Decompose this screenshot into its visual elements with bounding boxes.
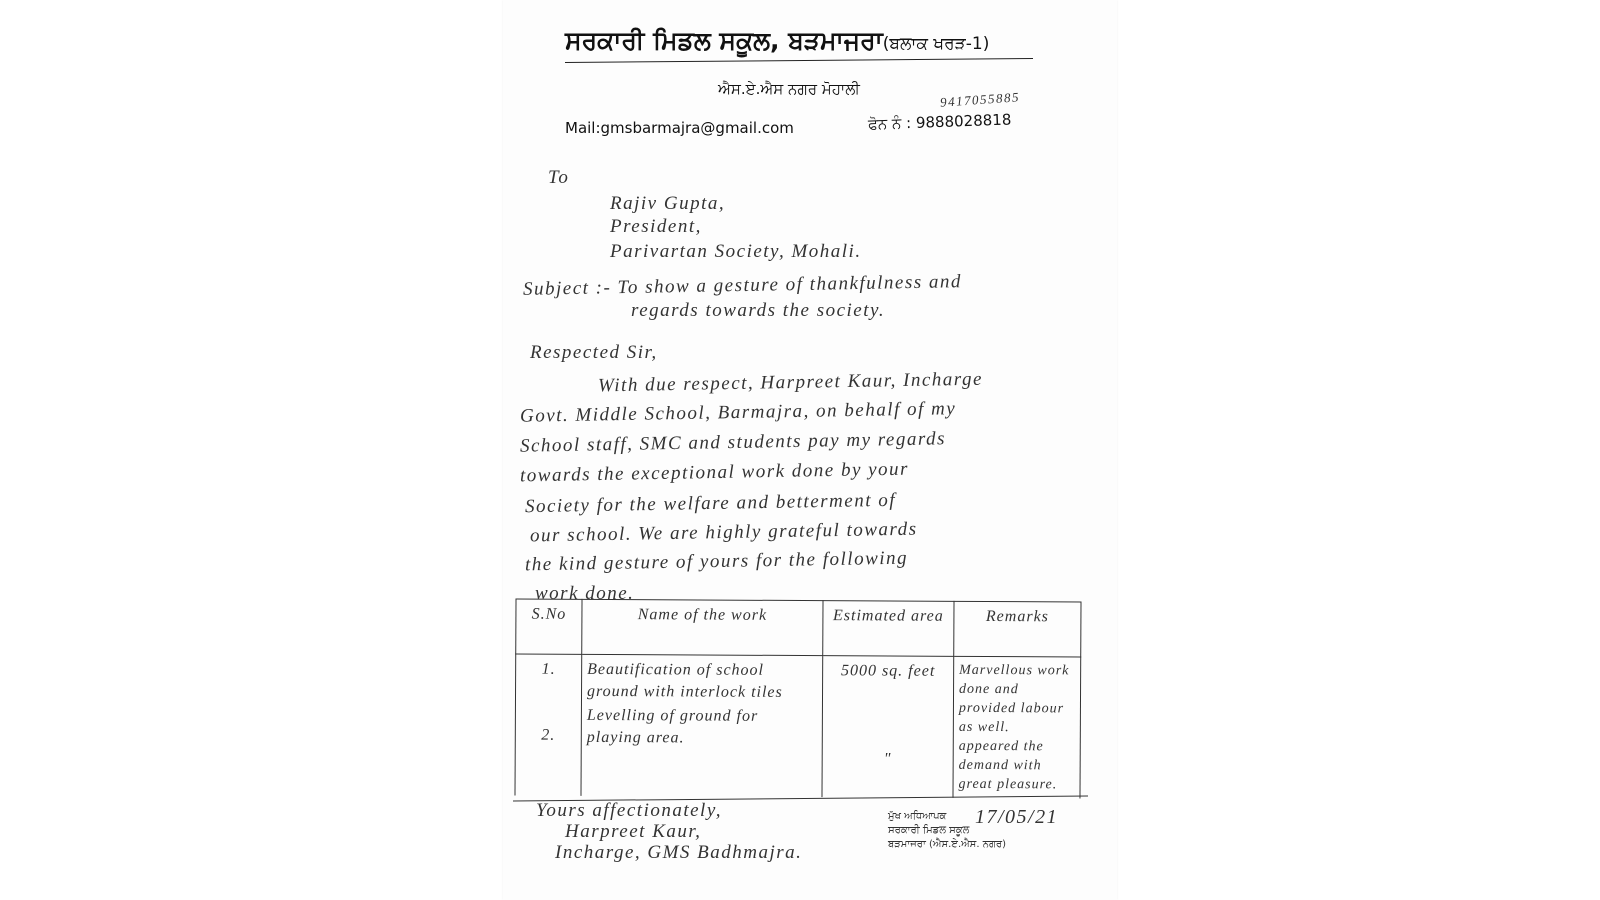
body-line: the kind gesture of yours for the following (524, 547, 909, 576)
title-underline (565, 58, 1033, 63)
subject-line: regards towards the society. (631, 300, 886, 321)
body-line: School staff, SMC and students pay my regards (519, 428, 947, 457)
works-table (514, 599, 1081, 799)
header-remarks: Remarks (954, 601, 1081, 657)
recipient-line: Rajiv Gupta, (610, 193, 726, 214)
phone: ਫੋਨ ਨੰ : 9888028818 (867, 110, 1012, 134)
body-line: our school. We are highly grateful towards (529, 518, 918, 547)
body-line: Govt. Middle School, Barmajra, on behalf of my (519, 398, 957, 427)
district: ਐਸ.ਏ.ਐਸ ਨਗਰ ਮੋਹਾਲੀ (718, 80, 860, 98)
block-name: (ਬਲਾਕ ਖਰੜ-1) (882, 34, 990, 54)
to-label: To (548, 167, 570, 188)
cell-sno: 1. 2. (515, 654, 582, 796)
school-stamp: ਮੁੱਖ ਅਧਿਆਪਕ ਸਰਕਾਰੀ ਮਿਡਲ ਸਕੂਲ ਬੜਮਾਜਰਾ (ਐਸ.ਏ.ਐਸ. ਨਗਰ) (888, 811, 1007, 850)
body-line: Society for the welfare and betterment of (524, 489, 897, 518)
table-header-row (516, 599, 1081, 657)
cell-area: 5000 sq. feet " (822, 656, 954, 798)
salutation: Respected Sir, (530, 342, 658, 363)
table-row (515, 654, 1081, 798)
header-name: Name of the work (582, 599, 823, 655)
header-area: Estimated area (823, 601, 954, 657)
scanned-letter (503, 0, 1117, 900)
subject-line: Subject :- To show a gesture of thankfulness and (522, 271, 963, 300)
body-line: With due respect, Harpreet Kaur, Incharge (597, 368, 984, 397)
cell-name: Beautification of school ground with interlock tiles Levelling of ground for playing area. (581, 654, 823, 797)
recipient-line: Parivartan Society, Mohali. (610, 241, 862, 262)
closing-line: Harpreet Kaur, (565, 821, 702, 842)
cell-remarks: Marvellous work done and provided labour as well. appeared the demand with great pleasure. (953, 656, 1081, 798)
date: 17/05/21 (975, 806, 1059, 828)
header-sno: S.No (516, 599, 582, 654)
body-line: work done. (535, 583, 635, 604)
recipient-line: President, (610, 216, 702, 237)
body-line: towards the exceptional work done by your (519, 458, 910, 487)
school-name: ਸਰਕਾਰੀ ਮਿਡਲ ਸਕੂਲ, ਬੜਮਾਜਰਾ(ਬਲਾਕ ਖਰੜ-1) (565, 26, 990, 55)
handwritten-phone: 9417055885 (939, 89, 1021, 110)
closing-line: Incharge, GMS Badhmajra. (555, 842, 803, 863)
email: Mail:gmsbarmajra@gmail.com (565, 119, 794, 137)
closing-line: Yours affectionately, (536, 800, 722, 821)
